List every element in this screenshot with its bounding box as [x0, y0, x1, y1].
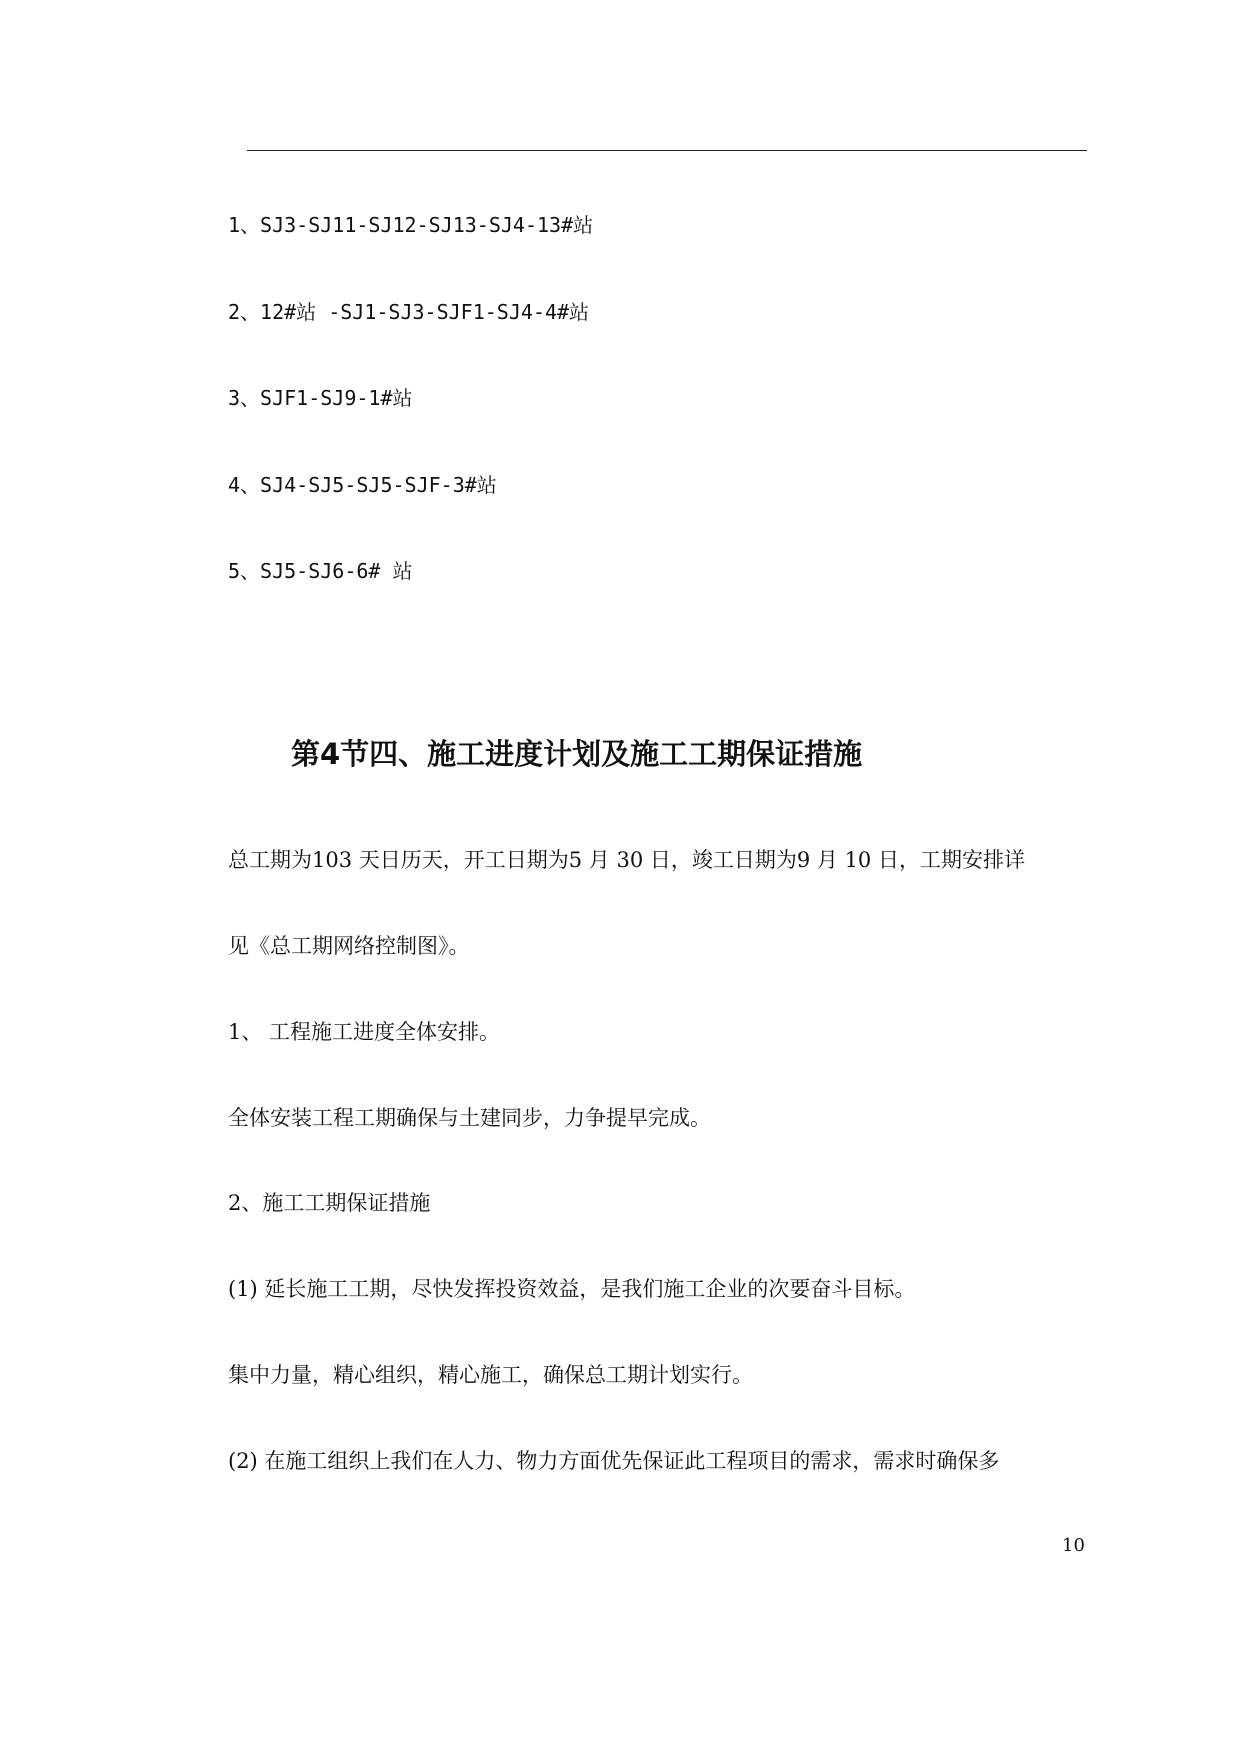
route-item-3: 3、SJF1-SJ9-1#站 — [228, 386, 413, 410]
route-item-4: 4、SJ4-SJ5-SJ5-SJF-3#站 — [228, 473, 497, 497]
paragraph-measure-1-cont: 集中力量，精心组织，精心施工，确保总工期计划实行。 — [228, 1363, 753, 1387]
paragraph-sync-with-civil: 全体安装工程工期确保与土建同步，力争提早完成。 — [228, 1106, 711, 1130]
paragraph-measure-2: (2) 在施工组织上我们在人力、物力方面优先保证此工程项目的需求，需求时确保多 — [228, 1449, 1000, 1473]
route-item-5: 5、SJ5-SJ6-6# 站 — [228, 559, 413, 583]
section-heading: 第4节四、施工进度计划及施工工期保证措施 — [291, 737, 863, 771]
header-rule — [247, 150, 1087, 151]
paragraph-schedule: 总工期为103 天日历天，开工日期为5 月 30 日，竣工日期为9 月 10 日，工期安排详 — [228, 848, 1025, 872]
paragraph-schedule-cont: 见《总工期网络控制图》。 — [228, 934, 470, 958]
page-number: 10 — [1062, 1535, 1085, 1556]
subheading-overall-arrangement: 1、 工程施工进度全体安排。 — [228, 1020, 501, 1044]
route-item-2: 2、12#站 -SJ1-SJ3-SJF1-SJ4-4#站 — [228, 300, 590, 324]
subheading-guarantee-measures: 2、施工工期保证措施 — [228, 1191, 431, 1215]
paragraph-measure-1: (1) 延长施工工期，尽快发挥投资效益，是我们施工企业的次要奋斗目标。 — [228, 1277, 916, 1301]
route-item-1: 1、SJ3-SJ11-SJ12-SJ13-SJ4-13#站 — [228, 213, 594, 237]
